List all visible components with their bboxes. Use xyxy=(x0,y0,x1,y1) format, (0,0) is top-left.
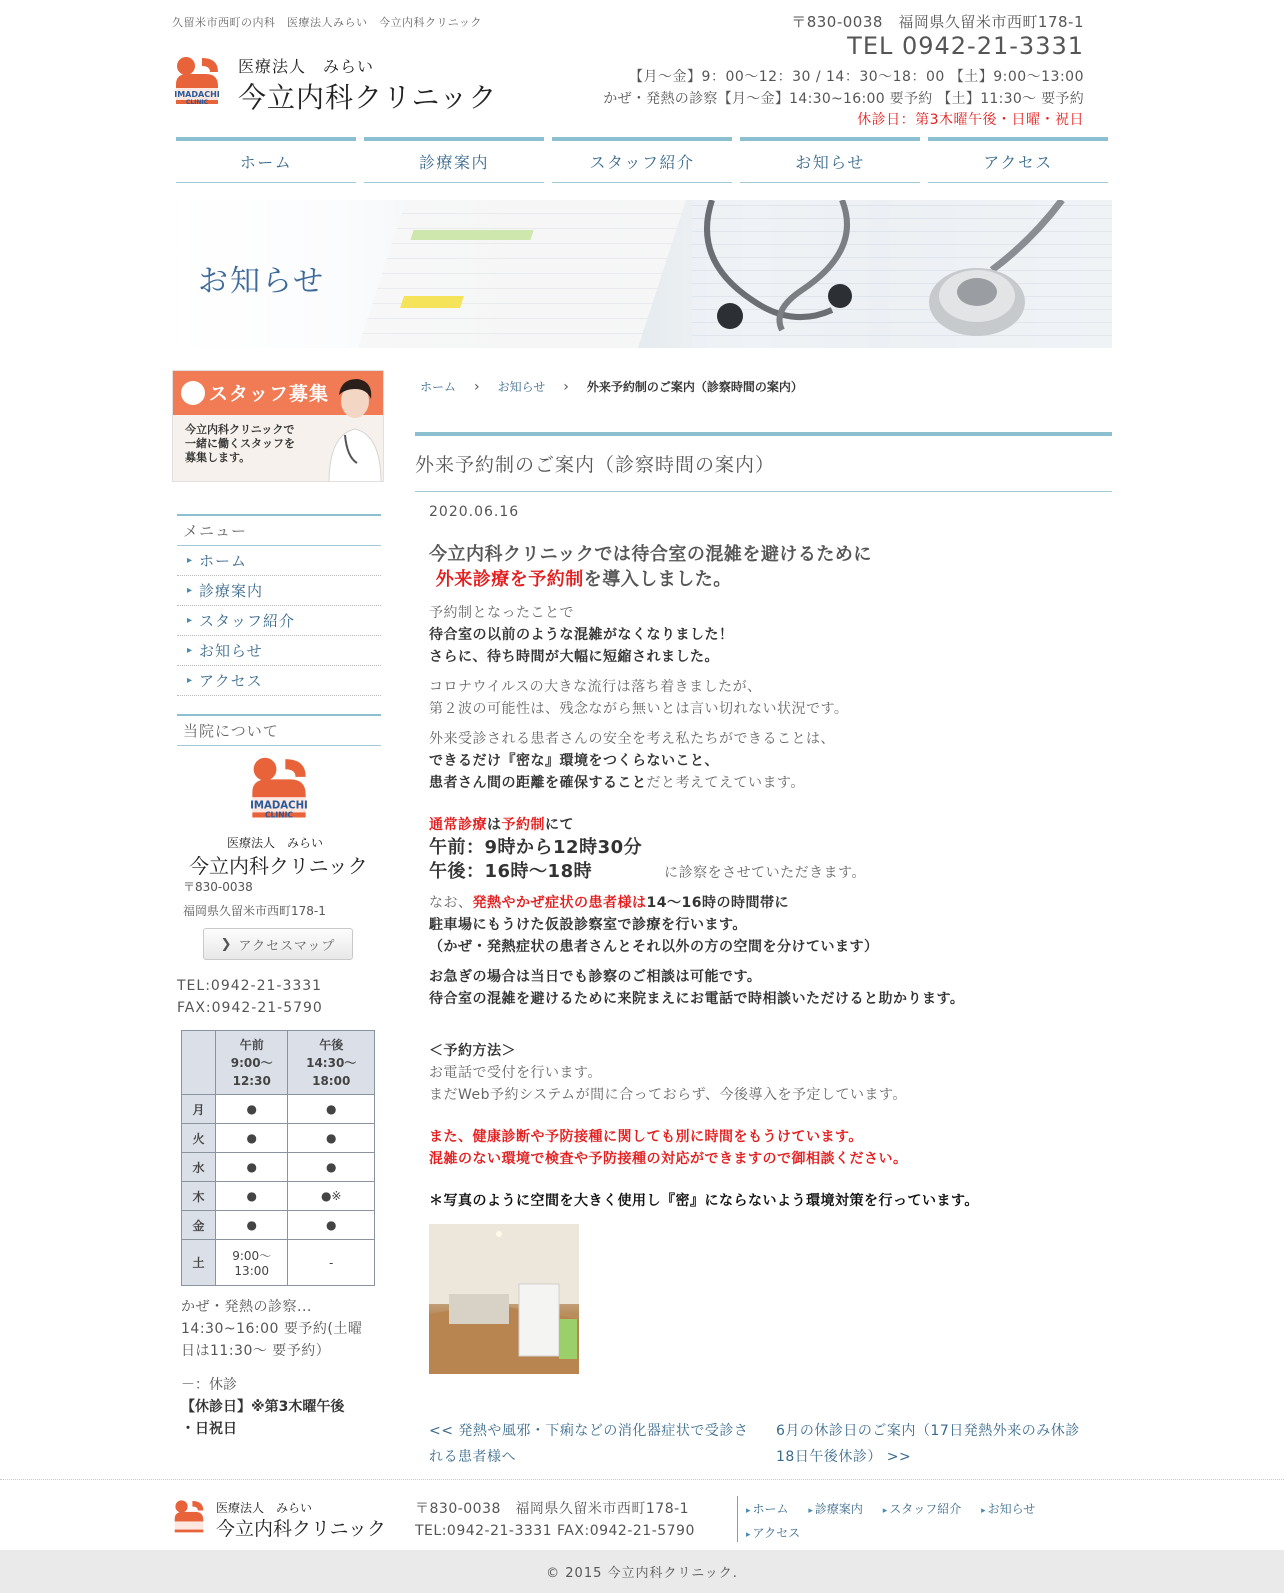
header-address: 〒830-0038 福岡県久留米市西町178-1 xyxy=(791,13,1084,31)
copyright: © 2015 今立内科クリニック. xyxy=(0,1550,1284,1593)
nav-access[interactable]: アクセス xyxy=(928,137,1108,183)
access-map-button[interactable] xyxy=(203,928,353,960)
text: 混雑のない環境で検査や予防接種の対応ができますので御相談ください。 xyxy=(429,1151,908,1167)
access-map-label: アクセスマップ xyxy=(238,938,336,954)
text: 患者さん間の距離を確保すること xyxy=(429,775,647,791)
text: 午後：16時〜18時 xyxy=(429,861,593,882)
next-post-link[interactable]: 6月の休診日のご案内（17日発熱外来のみ休診 18日午後休診） >> xyxy=(776,1423,1095,1465)
lead-line-2: を導入しました。 xyxy=(583,569,732,590)
footer-logo[interactable] xyxy=(172,1498,392,1538)
text: できるだけ『密な』環境をつくらないこと、 xyxy=(429,753,719,769)
recruit-banner[interactable] xyxy=(172,370,384,482)
recruit-title: スタッフ募集 xyxy=(209,383,330,405)
clinic-logo-icon xyxy=(172,54,222,106)
hours-pm-cell: ● xyxy=(288,1095,375,1124)
about-zip: 〒830-0038 xyxy=(183,880,253,894)
nav-news[interactable]: お知らせ xyxy=(740,137,920,183)
hours-day: 火 xyxy=(182,1124,216,1153)
text: だと考えてえています。 xyxy=(646,775,805,791)
footer-divider xyxy=(0,1479,1284,1480)
nav-medical-info[interactable]: 診療案内 xyxy=(364,137,544,183)
svg-text:IMADACHI: IMADACHI xyxy=(250,800,308,812)
chevron-right-icon: ❯ xyxy=(220,936,233,952)
prev-post-link[interactable]: << 発熱や風邪・下痢などの消化器症状で受診される患者様へ xyxy=(429,1423,749,1465)
side-menu-item-medical-info[interactable]: ▸ 診療案内 xyxy=(177,576,381,606)
hours-day: 木 xyxy=(182,1182,216,1211)
text: ＊写真のように空間を大きく使用し『密』にならないよう環境対策を行っています。 xyxy=(429,1193,979,1209)
hours-am-cell: ● xyxy=(216,1182,288,1211)
hours-am-cell: ● xyxy=(216,1095,288,1124)
hours-pm-cell: ●※ xyxy=(288,1182,375,1211)
sat-am-end: 13:00 xyxy=(234,1264,270,1278)
side-note-line: 日は11:30～ 要予約） xyxy=(181,1343,331,1359)
header-hours: 【月～金】9：00～12：30 / 14：30～18：00 【土】9:00～13:00 xyxy=(629,69,1084,85)
hours-am-header xyxy=(216,1031,288,1095)
hours-row xyxy=(182,1095,375,1124)
site-logo[interactable] xyxy=(172,52,502,112)
hours-am-cell: ● xyxy=(216,1211,288,1240)
clinic-logo-icon xyxy=(247,754,311,820)
hours-pm-header xyxy=(288,1031,375,1095)
text: 午前：9時から12時30分 xyxy=(429,837,643,858)
text: は xyxy=(487,817,502,833)
breadcrumb-home[interactable]: ホーム xyxy=(420,380,457,394)
footer-link-staff[interactable]: ▸ スタッフ紹介 xyxy=(883,1498,962,1522)
text: さらに、待ち時間が大幅に短縮されました。 xyxy=(429,649,719,665)
footer-vertical-divider xyxy=(737,1496,738,1542)
side-menu-item-home[interactable]: ▸ ホーム xyxy=(177,546,381,576)
recruit-logo-icon xyxy=(181,381,205,405)
sat-am-start: 9:00～ xyxy=(232,1249,272,1263)
footer-links xyxy=(746,1498,1086,1546)
hours-am-cell: ● xyxy=(216,1153,288,1182)
article-paragraph xyxy=(429,676,1119,720)
main-nav xyxy=(176,137,1108,183)
hero-banner xyxy=(172,200,1112,348)
text: 14〜16時の時間帯に xyxy=(646,895,789,911)
hours-day: 月 xyxy=(182,1095,216,1124)
text: 発熱やかぜ症状の患者様は xyxy=(472,895,647,911)
text: 駐車場にもうけた仮設診察室で診療を行います。 xyxy=(429,917,747,933)
recruit-text-line: 一緒に働くスタッフを xyxy=(185,437,295,450)
article-paragraph xyxy=(429,728,1119,794)
svg-text:CLINIC: CLINIC xyxy=(185,99,209,106)
text: コロナウイルスの大きな流行は落ち着きましたが、 xyxy=(429,679,762,695)
hours-day: 水 xyxy=(182,1153,216,1182)
am-time-start: 9:00～ xyxy=(230,1055,273,1070)
article-paragraph xyxy=(429,966,1119,1010)
hero-paper xyxy=(358,200,686,348)
article-title: 外来予約制のご案内（診察時間の案内） xyxy=(415,432,1112,492)
article-lead xyxy=(429,542,1119,592)
svg-text:IMADACHI: IMADACHI xyxy=(174,90,220,99)
site-tagline: 久留米市西町の内科 医療法人みらい 今立内科クリニック xyxy=(172,16,482,29)
legend-closed-days: 【休診日】※第3木曜午後 xyxy=(181,1399,345,1415)
legend-closed-days-cont: ・日祝日 xyxy=(181,1421,237,1437)
text: なお、 xyxy=(429,895,473,911)
text: お急ぎの場合は当日でも診察のご相談は可能です。 xyxy=(429,969,762,985)
breadcrumb-news[interactable]: お知らせ xyxy=(497,380,546,394)
footer-telfax: TEL:0942-21-3331 FAX:0942-21-5790 xyxy=(415,1523,695,1539)
text: 通常診療 xyxy=(429,817,487,833)
chevron-right-icon: › xyxy=(563,378,569,395)
hours-row xyxy=(182,1124,375,1153)
text: （かぜ・発熱症状の患者さんとそれ以外の方の空間を分けています） xyxy=(429,939,879,955)
hours-pm-cell: ● xyxy=(288,1211,375,1240)
svg-text:CLINIC: CLINIC xyxy=(264,810,294,820)
waiting-room-photo xyxy=(429,1224,579,1374)
text: にて xyxy=(545,817,574,833)
footer-logo-title: 今立内科クリニック xyxy=(216,1518,386,1540)
footer-address: 〒830-0038 福岡県久留米市西町178-1 xyxy=(415,1501,690,1517)
footer-link-home[interactable]: ▸ ホーム xyxy=(746,1498,789,1522)
article-paragraph xyxy=(429,1126,1119,1170)
text: まだWeb予約システムが間に合っておらず、今後導入を予定しています。 xyxy=(429,1087,907,1103)
recruit-text-line: 募集します。 xyxy=(185,451,251,464)
breadcrumb xyxy=(420,378,803,395)
text: また、健康診断や予防接種に関しても別に時間をもうけています。 xyxy=(429,1129,863,1145)
logo-subtitle: 医療法人 みらい xyxy=(238,57,375,76)
hours-pm-cell: ● xyxy=(288,1153,375,1182)
nav-staff[interactable]: スタッフ紹介 xyxy=(552,137,732,183)
hours-am-cell: ● xyxy=(216,1124,288,1153)
text: 外来受診される患者さんの安全を考え私たちができることは、 xyxy=(429,731,835,747)
side-note-line: かぜ・発熱の診察... xyxy=(181,1299,312,1315)
about-clinic xyxy=(177,714,381,1016)
text: 待合室の混雑を避けるために来院まえにお電話で時相談いただけると助かります。 xyxy=(429,991,965,1007)
hours-row xyxy=(182,1211,375,1240)
article-paragraph xyxy=(429,1040,1119,1106)
about-fax: FAX:0942-21-5790 xyxy=(177,1000,323,1016)
article-body xyxy=(429,542,1119,1220)
text: ＜予約方法＞ xyxy=(429,1043,516,1059)
hours-row xyxy=(182,1153,375,1182)
text: お電話で受付を行います。 xyxy=(429,1065,602,1081)
about-logo-title: 今立内科クリニック xyxy=(189,854,368,878)
nurse-photo-icon xyxy=(323,373,383,482)
side-note-line: 14:30~16:00 要予約(土曜 xyxy=(181,1321,363,1337)
side-menu-item-staff[interactable]: ▸ スタッフ紹介 xyxy=(177,606,381,636)
hours-row xyxy=(182,1182,375,1211)
hours-pm-cell: - xyxy=(288,1240,375,1286)
side-legend xyxy=(181,1374,381,1440)
hours-am-cell xyxy=(216,1240,288,1286)
text: 第２波の可能性は、残念ながら無いとは言い切れない状況です。 xyxy=(429,701,849,717)
room-image-icon xyxy=(429,1224,579,1374)
logo-title: 今立内科クリニック xyxy=(238,81,498,114)
footer-link-medical-info[interactable]: ▸ 診療案内 xyxy=(808,1498,863,1522)
breadcrumb-current: 外来予約制のご案内（診察時間の案内） xyxy=(586,380,803,394)
article-paragraph xyxy=(429,892,1119,958)
pm-label: 午後 xyxy=(319,1037,344,1052)
hero-title: お知らせ xyxy=(198,264,326,299)
stethoscope-icon xyxy=(672,200,1112,348)
side-menu xyxy=(177,514,381,696)
header-closed-days: 休診日：第3木曜午後・日曜・祝日 xyxy=(857,112,1084,128)
article-paragraph xyxy=(429,602,1119,668)
article-paragraph xyxy=(429,1190,1119,1212)
text: 予約制となったことで xyxy=(429,605,574,621)
footer-logo-subtitle: 医療法人 みらい xyxy=(216,1501,313,1515)
about-heading: 当院について xyxy=(177,714,381,746)
text: に診察をさせていただきます。 xyxy=(664,865,866,881)
pm-time-end: 18:00 xyxy=(312,1073,351,1088)
recruit-text xyxy=(185,423,295,465)
am-time-end: 12:30 xyxy=(232,1073,271,1088)
side-menu-item-news[interactable]: ▸ お知らせ xyxy=(177,636,381,666)
article-paragraph xyxy=(429,814,1119,884)
legend-closed-symbol: －：休診 xyxy=(181,1377,237,1393)
pm-time-start: 14:30～ xyxy=(306,1055,357,1070)
side-fever-note xyxy=(181,1296,381,1362)
chevron-right-icon: › xyxy=(474,378,480,395)
about-logo-subtitle: 医療法人 みらい xyxy=(227,836,324,850)
nav-home[interactable]: ホーム xyxy=(176,137,356,183)
am-label: 午前 xyxy=(239,1037,264,1052)
about-address: 福岡県久留米市西町178-1 xyxy=(183,904,326,918)
lead-highlight: 外来診療を予約制 xyxy=(435,569,584,590)
side-menu-item-access[interactable]: ▸ アクセス xyxy=(177,666,381,696)
footer-link-access[interactable]: ▸ アクセス xyxy=(746,1522,800,1546)
recruit-text-line: 今立内科クリニックで xyxy=(185,423,295,436)
hours-corner xyxy=(182,1031,216,1095)
header-tel[interactable]: TEL 0942-21-3331 xyxy=(847,32,1084,60)
hours-pm-cell: ● xyxy=(288,1124,375,1153)
about-tel[interactable]: TEL:0942-21-3331 xyxy=(177,978,323,994)
footer-link-news[interactable]: ▸ お知らせ xyxy=(981,1498,1035,1522)
text: 待合室の以前のような混雑がなくなりました！ xyxy=(429,627,734,643)
text: 予約制 xyxy=(501,817,545,833)
article-date: 2020.06.16 xyxy=(429,504,520,520)
side-menu-heading: メニュー xyxy=(177,514,381,546)
hours-table xyxy=(181,1030,375,1286)
hours-row xyxy=(182,1240,375,1286)
footer-contact xyxy=(415,1498,695,1542)
clinic-logo-icon xyxy=(172,1498,206,1534)
hero-highlight xyxy=(410,230,533,240)
hero-highlight xyxy=(400,296,464,308)
hours-day: 土 xyxy=(182,1240,216,1286)
lead-line-1: 今立内科クリニックでは待合室の混雑を避けるために xyxy=(429,544,872,565)
hours-day: 金 xyxy=(182,1211,216,1240)
header-fever-hours: かぜ・発熱の診察【月～金】14:30~16:00 要予約 【土】11:30～ 要予約 xyxy=(603,91,1084,107)
